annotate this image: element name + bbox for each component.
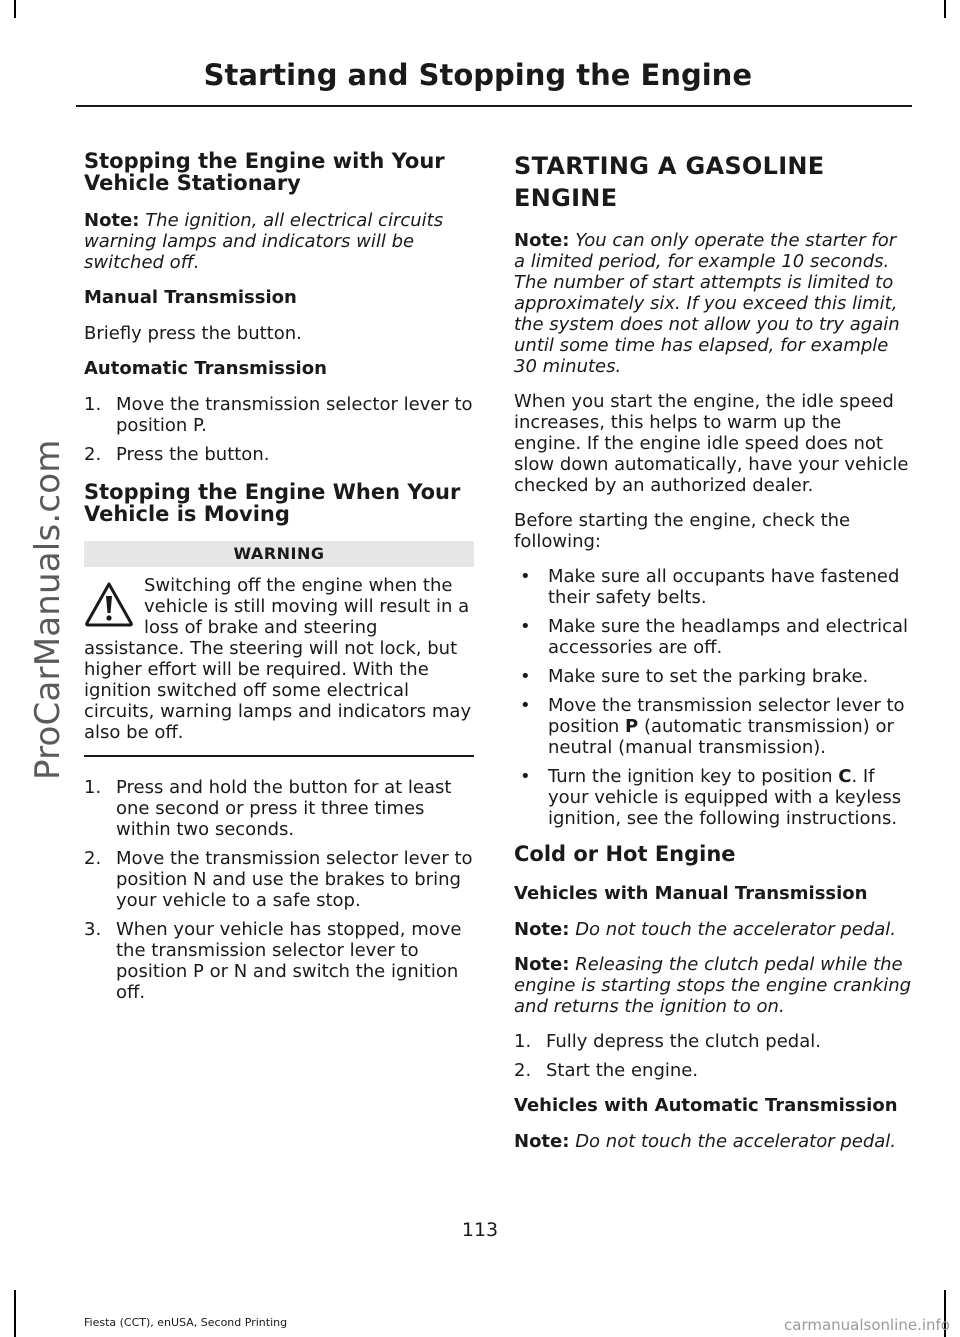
note-label: Note:: [84, 210, 140, 231]
footer-edition: Fiesta (CCT), enUSA, Second Printing: [84, 1316, 288, 1329]
warning-rule: [84, 755, 474, 757]
list-item: • Make sure all occupants have fastened their safety belts.: [520, 566, 900, 608]
list-item: 1. Fully depress the clutch pedal.: [514, 1031, 821, 1052]
page-number: 113: [461, 1219, 499, 1241]
list-item: 2. Move the transmission selector lever to position N and use the brakes to bring your vehicle to a safe stop.: [84, 848, 473, 911]
warning-box: [84, 575, 474, 743]
heading-vehicles-automatic: Vehicles with Automatic Transmission: [514, 1095, 898, 1116]
heading-automatic-transmission: Automatic Transmission: [84, 358, 327, 379]
header-rule: [76, 105, 912, 107]
heading-manual-transmission: Manual Transmission: [84, 287, 297, 308]
bullet-glyph: •: [520, 695, 531, 716]
manual-instruction: Briefly press the button.: [84, 323, 302, 344]
list-item: 1. Press and hold the button for at least one second or press it three times within two seconds.: [84, 777, 452, 840]
note-starter-limit: Note: You can only operate the starter for a limited period, for example 10 seconds. The number of start attempts is limited to approximately six. If you exceed this limit, the system does not allow you to try again until some time has elapsed, for example 30 minutes.: [514, 230, 900, 377]
list-item: • Make sure to set the parking brake.: [520, 666, 869, 687]
note-accelerator-auto: Note: Do not touch the accelerator pedal.: [514, 1131, 897, 1152]
list-item: 1. Move the transmission selector lever to position P.: [84, 394, 473, 436]
bottom-watermark: carmanualsonline.info: [784, 1316, 950, 1334]
note-ignition: [84, 210, 474, 273]
heading-starting-gasoline-engine: STARTING A GASOLINE ENGINE: [514, 152, 825, 212]
list-item: • Make sure the headlamps and electrical accessories are off.: [520, 616, 909, 658]
warning-text: Switching off the engine when the vehicle is still moving will result in a loss of brake and steering assistance. The steering will not lock, but higher effort will be required. With the ignition switched off some electrical circuits, warning lamps and indicators may also be off.: [84, 575, 472, 743]
heading-stopping-moving: Stopping the Engine When Your Vehicle is Moving: [84, 480, 461, 526]
moving-steps-list: [84, 777, 474, 1003]
crop-mark-top-right: [944, 0, 946, 18]
list-item: • Move the transmission selector lever to position P (automatic transmission) or neutral (manual transmission).: [520, 695, 905, 758]
list-item: 2. Press the button.: [84, 444, 270, 465]
warning-header: WARNING: [84, 541, 474, 567]
note-accelerator: Note: Do not touch the accelerator pedal.: [514, 919, 897, 940]
checklist: [514, 566, 912, 829]
bullet-glyph: •: [520, 566, 531, 587]
note-clutch: Note: Releasing the clutch pedal while the engine is starting stops the engine cranking and returns the ignition to on.: [514, 954, 912, 1017]
crop-mark-bottom-left: [14, 1290, 16, 1337]
before-starting-paragraph: Before starting the engine, check the following:: [514, 510, 851, 552]
page-header-title: Starting and Stopping the Engine: [203, 58, 752, 92]
heading-vehicles-manual: Vehicles with Manual Transmission: [514, 883, 868, 904]
heading-cold-or-hot-engine: Cold or Hot Engine: [514, 842, 736, 866]
side-watermark: ProCarManuals.com: [28, 439, 68, 780]
list-item: • Turn the ignition key to position C. If your vehicle is equipped with a keyless ignition, see the following instructions.: [520, 766, 902, 829]
idle-speed-paragraph: When you start the engine, the idle speed increases, this helps to warm up the engine. If the engine idle speed does not slow down automatically, have your vehicle checked by an authorized dealer.: [514, 391, 909, 496]
note-text: The ignition, all electrical circuits warning lamps and indicators will be switched off.: [84, 210, 444, 273]
manual-steps-list: [514, 1031, 912, 1081]
heading-stopping-stationary: Stopping the Engine with Your Vehicle Stationary: [84, 149, 445, 195]
list-item: 3. When your vehicle has stopped, move the transmission selector lever to position P or N and switch the ignition off.: [84, 919, 462, 1003]
bullet-glyph: •: [520, 616, 531, 637]
left-column: [84, 150, 474, 1011]
crop-mark-top-left: [14, 0, 16, 18]
warning-triangle-icon: [84, 581, 134, 627]
bullet-glyph: •: [520, 666, 531, 687]
auto-steps-list: [84, 394, 474, 465]
bullet-glyph: •: [520, 766, 531, 787]
list-item: 2. Start the engine.: [514, 1060, 699, 1081]
right-column: [514, 150, 912, 1166]
